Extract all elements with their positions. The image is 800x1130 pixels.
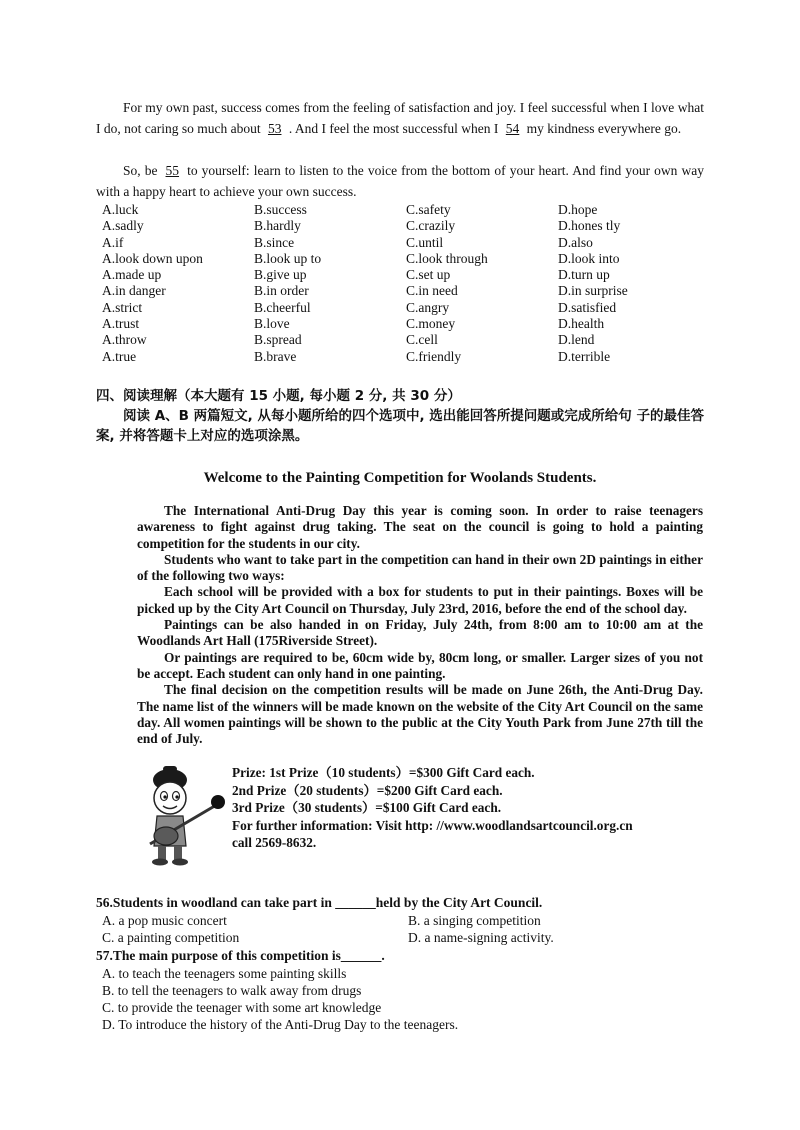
article-title: Welcome to the Painting Competition for Woolands Students. xyxy=(203,470,597,486)
option-choice: D.in surprise xyxy=(558,283,628,299)
option-choice: A.sadly xyxy=(102,218,144,234)
option-choice: D.hones tly xyxy=(558,218,621,234)
option-choice: B.brave xyxy=(254,348,297,364)
blank-54: 54 xyxy=(505,121,520,136)
option-choice: B.cheerful xyxy=(254,299,311,315)
option-choice: D.also xyxy=(558,234,593,250)
q57-option-c: C. to provide the teenager with some art knowledge xyxy=(102,1000,382,1015)
q56-option-c: C. a painting competition xyxy=(102,930,240,945)
option-choice: B.in order xyxy=(254,283,309,299)
option-choice: C.angry xyxy=(406,299,450,315)
question-57-stem: 57.The main purpose of this competition is______. xyxy=(96,948,385,963)
option-choice: D.health xyxy=(558,316,605,332)
option-choice: C.money xyxy=(406,316,456,332)
option-choice: D.lend xyxy=(558,332,595,348)
q57-option-b: B. to tell the teenagers to walk away from drugs xyxy=(102,983,362,998)
option-choice: D.hope xyxy=(558,202,598,217)
prize-line: Prize: 1st Prize（10 students）=$300 Gift Card each. xyxy=(232,765,535,780)
option-choice: A.strict xyxy=(102,299,143,315)
cloze-options xyxy=(102,202,722,365)
option-row xyxy=(102,235,722,251)
article-paragraph: The final decision on the competition results will be made on June 26th, the Anti-Drug Day. The name list of the winners will be made known on the website of the City Art Council on the same day. All women paintings will be shown to the public at the City Youth Park from June 27th till the end of July. xyxy=(137,682,703,747)
option-choice: D.turn up xyxy=(558,267,610,283)
blank-55: 55 xyxy=(165,163,180,178)
option-choice: A.look down upon xyxy=(102,250,203,266)
option-row xyxy=(102,267,722,283)
option-choice: A.made up xyxy=(102,267,162,283)
option-choice: A.in danger xyxy=(102,283,166,299)
contact-line: For further information: Visit http: //www.woodlandsartcouncil.org.cn xyxy=(232,817,633,833)
passage-text: my kindness everywhere go. xyxy=(526,121,682,136)
option-choice: C.cell xyxy=(406,332,438,348)
blank-53: 53 xyxy=(267,121,282,136)
option-choice: B.love xyxy=(254,316,290,332)
option-choice: C.set up xyxy=(406,267,451,283)
option-choice: A.if xyxy=(102,234,124,250)
option-choice: A.throw xyxy=(102,332,147,348)
passage-paragraph-1 xyxy=(96,97,704,139)
option-choice: D.look into xyxy=(558,250,620,266)
option-choice: A.true xyxy=(102,348,137,364)
passage-text: . And I feel the most successful when I xyxy=(288,121,499,136)
passage-paragraph-2 xyxy=(96,160,704,202)
prize-line: 3rd Prize（30 students）=$100 Gift Card each. xyxy=(232,800,502,815)
q56-option-b: B. a singing competition xyxy=(408,913,541,928)
contact-line: call 2569-8632. xyxy=(232,835,317,850)
option-choice: B.look up to xyxy=(254,250,322,266)
passage-text: to yourself: learn to listen to the voice from the bottom of your heart. And find your own way with a happy heart to achieve your own success. xyxy=(96,163,704,199)
option-choice: C.friendly xyxy=(406,348,462,364)
option-choice: B.since xyxy=(254,234,295,250)
option-choice: B.give up xyxy=(254,267,307,283)
article-body xyxy=(137,503,703,747)
article-paragraph: Students who want to take part in the competition can hand in their own 2D paintings in either of the following two ways: xyxy=(137,551,703,584)
option-choice: A.trust xyxy=(102,316,140,332)
boy-guitar-clipart-icon xyxy=(140,766,232,866)
q56-option-a: A. a pop music concert xyxy=(102,913,227,928)
option-choice: C.until xyxy=(406,234,444,250)
q57-option-a: A. to teach the teenagers some painting skills xyxy=(102,966,347,981)
option-row xyxy=(102,349,722,365)
option-row xyxy=(102,202,722,218)
option-choice: C.safety xyxy=(406,202,451,217)
option-row xyxy=(102,316,722,332)
option-choice: A.luck xyxy=(102,202,139,217)
passage-text: For my own past, success comes from the feeling of satisfaction and joy. I feel successful when I love what I do, not caring so much about xyxy=(96,100,704,136)
option-choice: D.terrible xyxy=(558,348,611,364)
article-paragraph: Paintings can be also handed in on Friday, July 24th, from 8:00 am to 10:00 am at the Woodlands Art Hall (175Riverside Street). xyxy=(137,617,703,649)
option-choice: C.look through xyxy=(406,250,488,266)
option-choice: B.spread xyxy=(254,332,302,348)
option-choice: D.satisfied xyxy=(558,299,617,315)
q56-option-d: D. a name-signing activity. xyxy=(408,930,554,945)
option-choice: B.hardly xyxy=(254,218,301,234)
option-row xyxy=(102,332,722,348)
article-paragraph: Or paintings are required to be, 60cm wide by, 80cm long, or smaller. Larger sizes of you not be accept. Each student can only hand in one painting. xyxy=(137,649,703,681)
article-paragraph: Each school will be provided with a box for students to put in their paintings. Boxes will be picked up by the City Art Council on Thursday, July 23rd, 2016, before the end of the school day. xyxy=(137,584,703,616)
option-row xyxy=(102,283,722,299)
section-heading: 四、阅读理解（本大题有 15 小题, 每小题 2 分, 共 30 分） xyxy=(96,388,461,404)
article-paragraph: The International Anti-Drug Day this year is coming soon. In order to raise teenagers awareness to fight against drug taking. The seat on the council is going to hold a painting competition for the students in our city. xyxy=(137,503,703,551)
option-choice: B.success xyxy=(254,202,307,217)
prize-line: 2nd Prize（20 students）=$200 Gift Card each. xyxy=(232,782,503,798)
option-row xyxy=(102,300,722,316)
passage-text: So, be xyxy=(123,163,158,178)
option-choice: C.in need xyxy=(406,283,458,299)
option-choice: C.crazily xyxy=(406,218,456,234)
option-row xyxy=(102,218,722,234)
prize-block xyxy=(232,764,702,852)
section-instruction: 阅读 A、B 两篇短文, 从每小题所给的四个选项中, 选出能回答所提问题或完成所给句 子的最佳答案, 并将答题卡上对应的选项涂黑。 xyxy=(96,408,704,444)
q57-option-d: D. To introduce the history of the Anti-Drug Day to the teenagers. xyxy=(102,1017,459,1032)
option-row xyxy=(102,251,722,267)
question-56-stem: 56.Students in woodland can take part in ______held by the City Art Council. xyxy=(96,895,543,910)
